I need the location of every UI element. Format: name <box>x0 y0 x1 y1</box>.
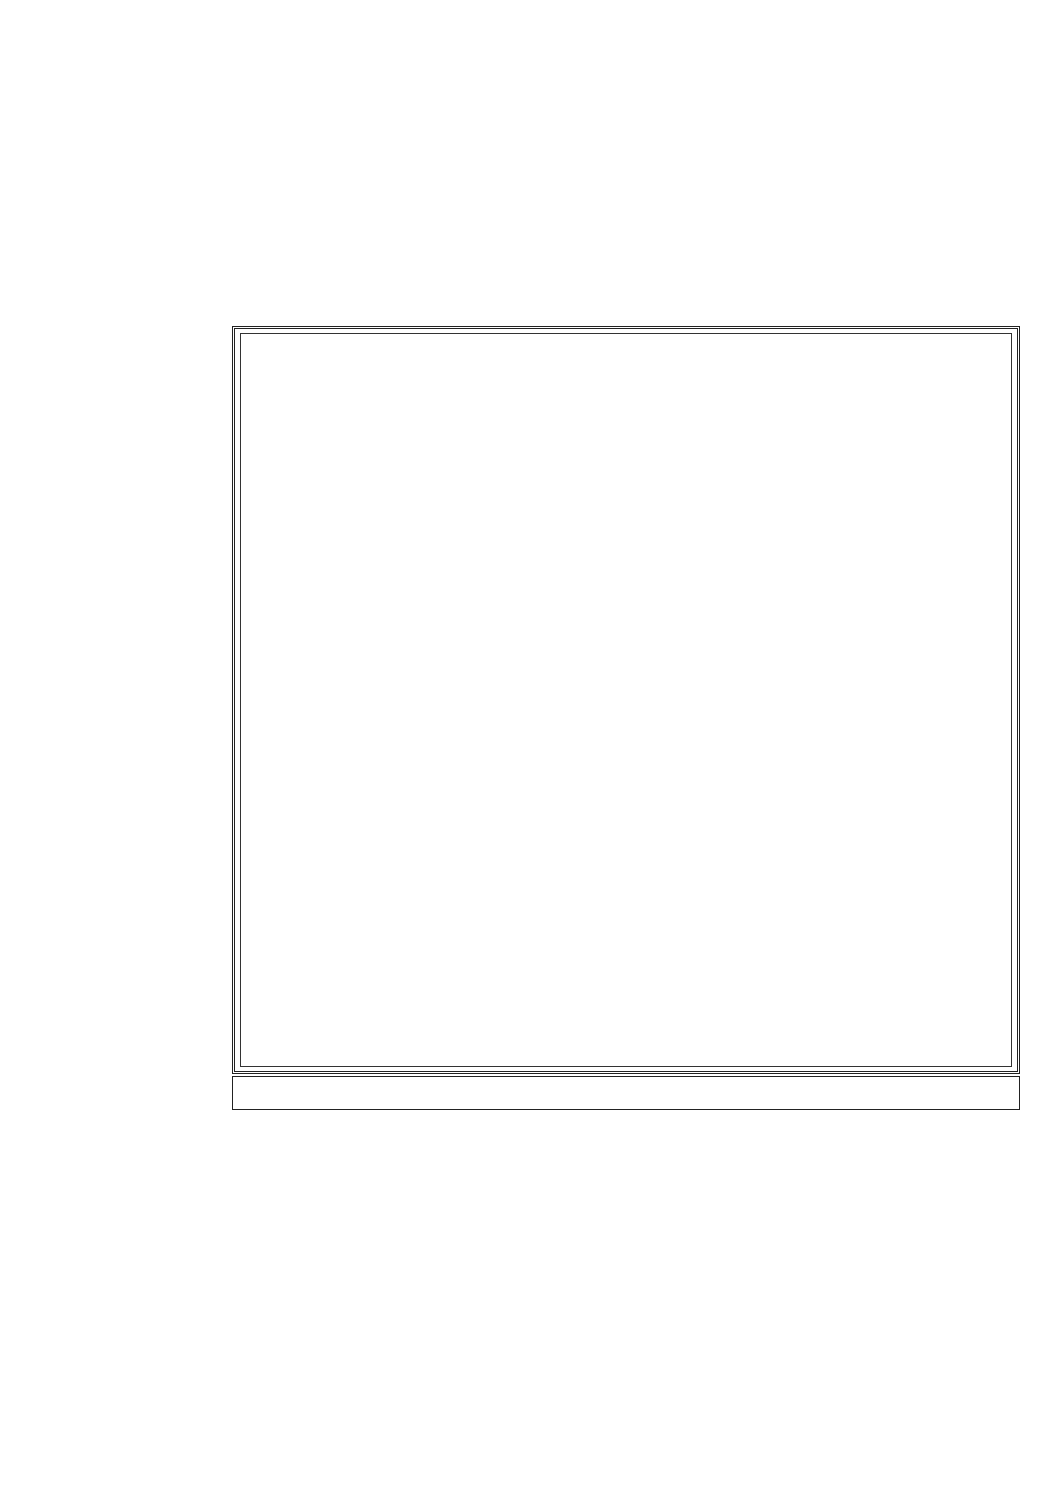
page-number-line <box>40 290 1030 323</box>
commentary-box <box>232 326 1020 1074</box>
commentary-box-footer <box>232 1076 1020 1110</box>
commentary-box-inner <box>240 333 1012 1067</box>
